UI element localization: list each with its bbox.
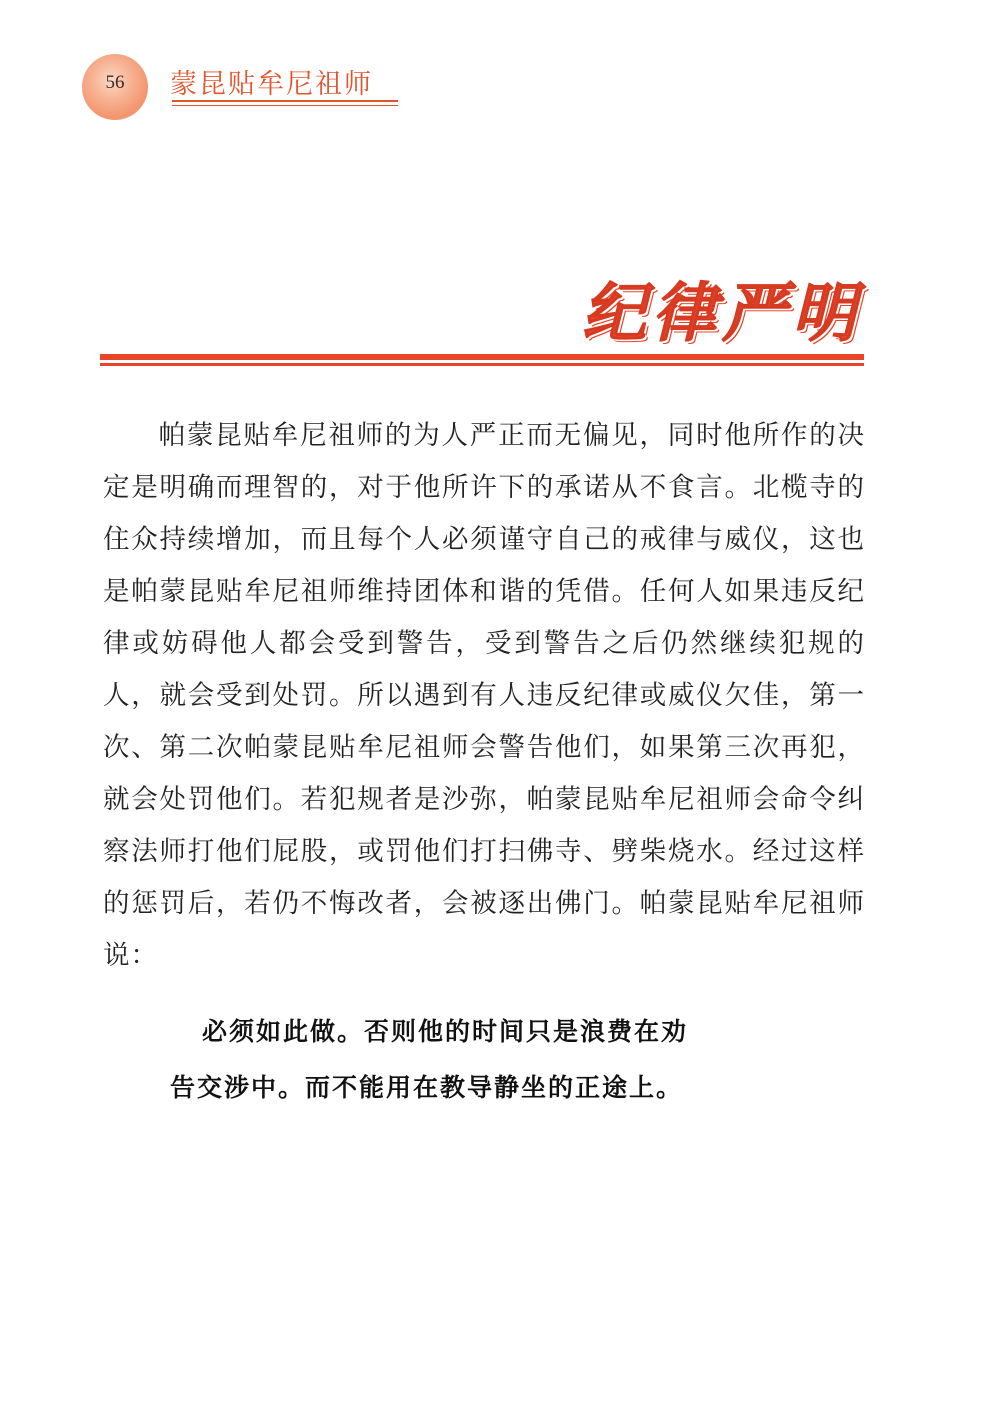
quote-line-2: 告交涉中。而不能用在教导静坐的正途上。: [170, 1073, 684, 1102]
title-rule-thick: [100, 354, 864, 360]
quote-line-1: 必须如此做。否则他的时间只是浪费在劝: [202, 1017, 689, 1046]
page-number: 56: [105, 72, 125, 93]
running-title: 蒙昆贴牟尼祖师: [170, 69, 373, 100]
header-underline-thin: [172, 105, 398, 106]
header-underline: [172, 100, 398, 102]
body-paragraph: 帕蒙昆贴牟尼祖师的为人严正而无偏见，同时他所作的决定是明确而理智的，对于他所许下的承诺从不食言。北榄寺的住众持续增加，而且每个人必须谨守自己的戒律与威仪，这也是帕蒙昆贴牟尼祖师维持团体和谐的凭借。任何人如果违反纪律或妨碍他人都会受到警告，受到警告之后仍然继续犯规的人，就会受到处罚。所以遇到有人违反纪律或威仪欠佳，第一次、第二次帕蒙昆贴牟尼祖师会警告他们，如果第三次再犯，就会处罚他们。若犯规者是沙弥，帕蒙昆贴牟尼祖师会命令纠察法师打他们屁股，或罚他们打扫佛寺、劈柴烧水。经过这样的惩罚后，若仍不悔改者，会被逐出佛门。帕蒙昆贴牟尼祖师说：: [103, 420, 865, 971]
quote-block: [160, 1004, 820, 1116]
running-header: [82, 50, 412, 120]
section-title: 纪律严明: [582, 277, 862, 351]
title-rule-thin: [100, 363, 864, 366]
